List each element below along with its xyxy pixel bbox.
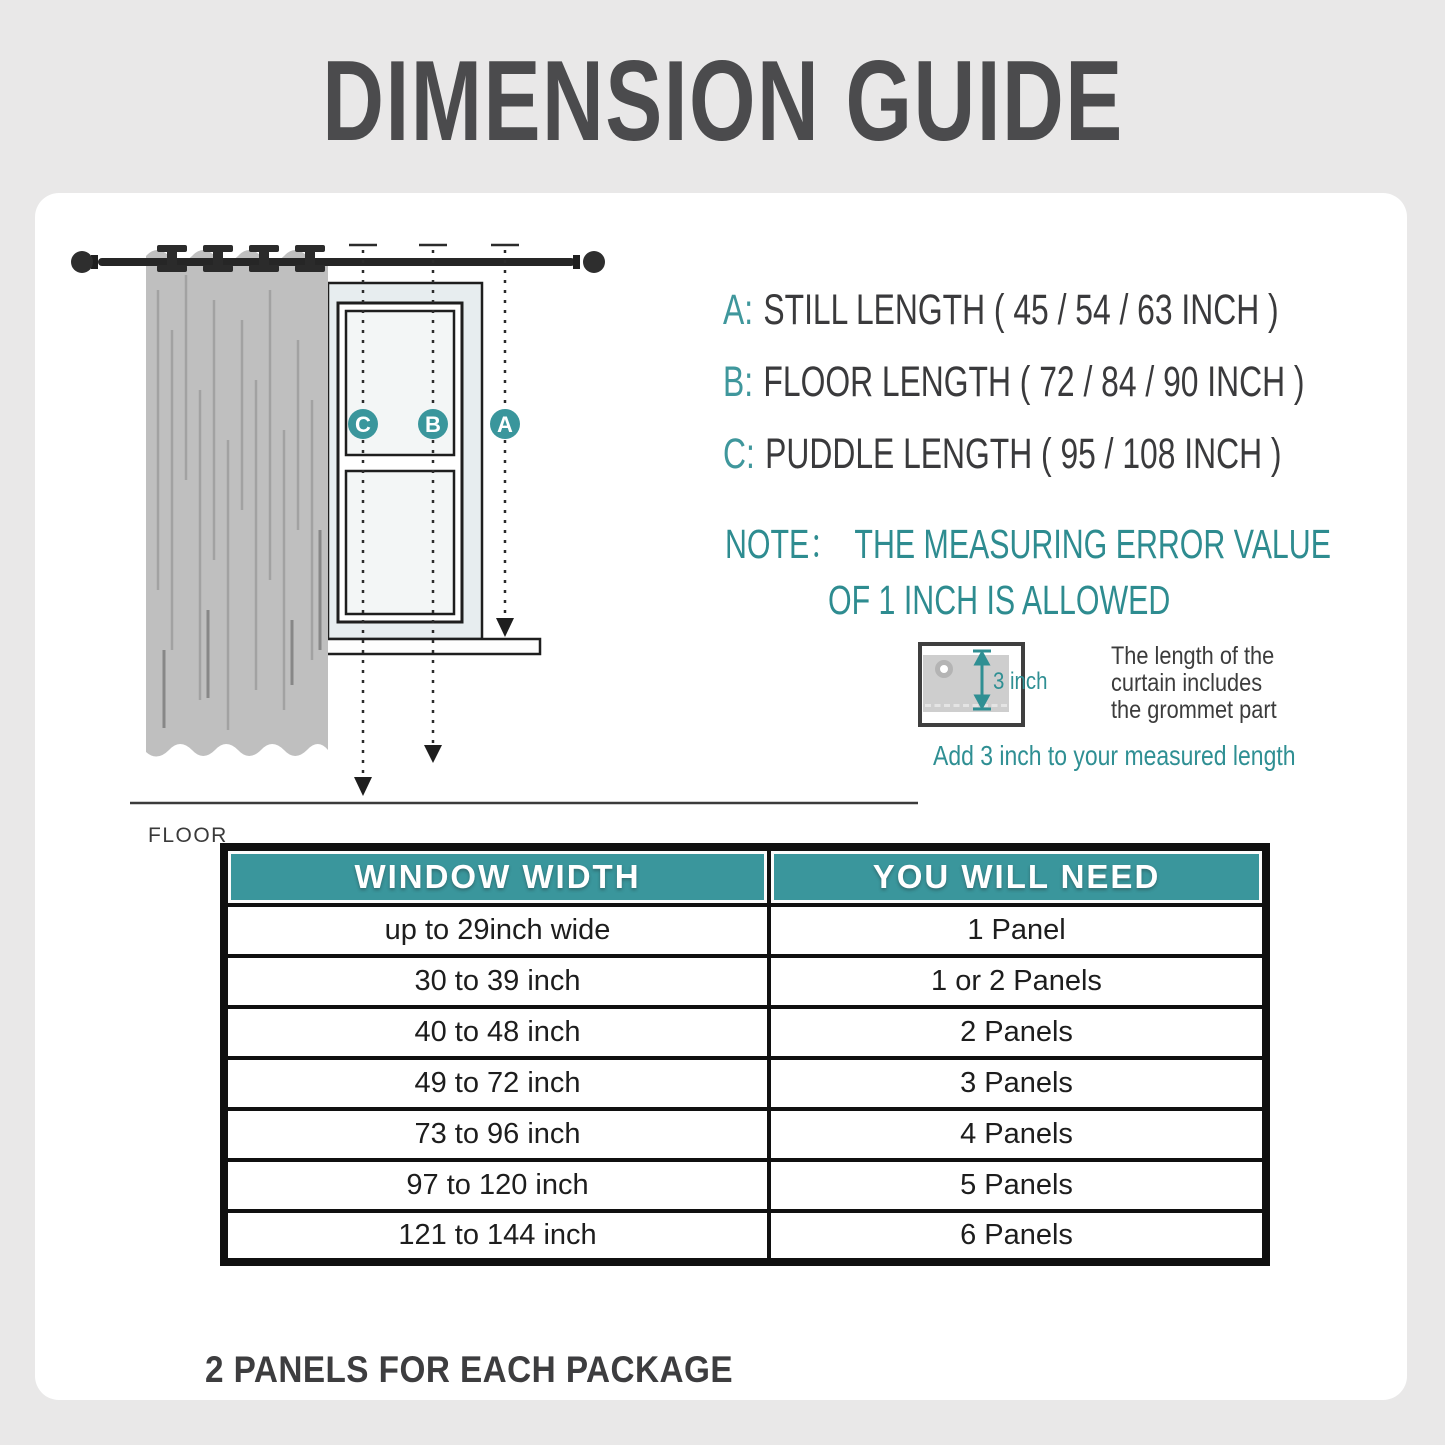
window-width-cell: 121 to 144 inch bbox=[224, 1211, 769, 1262]
table-row bbox=[224, 1058, 1266, 1109]
floor-label: FLOOR bbox=[148, 824, 228, 847]
window-illustration bbox=[325, 283, 540, 654]
window-width-cell: up to 29inch wide bbox=[224, 905, 769, 956]
spec-c-text: PUDDLE LENGTH ( 95 / 108 INCH ) bbox=[765, 430, 1282, 478]
curtain-illustration bbox=[146, 250, 328, 757]
panels-needed-cell: 5 Panels bbox=[769, 1160, 1266, 1211]
table-row bbox=[224, 1007, 1266, 1058]
note-line1 bbox=[725, 523, 1331, 566]
marker-c-label: C bbox=[355, 412, 371, 437]
spec-puddle-length bbox=[723, 430, 1305, 505]
window-width-cell: 40 to 48 inch bbox=[224, 1007, 769, 1058]
grommet-description bbox=[1111, 643, 1277, 724]
panels-needed-cell: 3 Panels bbox=[769, 1058, 1266, 1109]
content-panel bbox=[35, 193, 1407, 1400]
spec-c-letter: C: bbox=[723, 430, 755, 478]
window-width-cell: 49 to 72 inch bbox=[224, 1058, 769, 1109]
panels-needed-cell: 4 Panels bbox=[769, 1109, 1266, 1160]
note-text1: THE MEASURING ERROR VALUE bbox=[854, 521, 1331, 567]
package-note: 2 PANELS FOR EACH PACKAGE bbox=[205, 1349, 734, 1390]
table-row bbox=[224, 1109, 1266, 1160]
marker-b-label: B bbox=[425, 412, 441, 437]
grommet-desc-line3: the grommet part bbox=[1111, 696, 1277, 724]
window-width-cell: 73 to 96 inch bbox=[224, 1109, 769, 1160]
window-width-cell: 30 to 39 inch bbox=[224, 956, 769, 1007]
table-row bbox=[224, 1160, 1266, 1211]
marker-a-label: A bbox=[497, 412, 513, 437]
spec-a-letter: A: bbox=[723, 286, 754, 334]
table-header-row bbox=[224, 847, 1266, 905]
table-row bbox=[224, 905, 1266, 956]
spec-a-text: STILL LENGTH ( 45 / 54 / 63 INCH ) bbox=[763, 286, 1279, 334]
spec-still-length bbox=[723, 286, 1305, 361]
table-row bbox=[224, 1211, 1266, 1262]
col-header-you-will-need: YOU WILL NEED bbox=[769, 847, 1266, 905]
panel-size-table bbox=[220, 843, 1270, 1266]
grommet-figure bbox=[918, 642, 1048, 727]
measuring-note bbox=[725, 523, 1445, 622]
grommet-desc-line1: The length of the bbox=[1111, 642, 1275, 670]
note-line2: OF 1 INCH IS ALLOWED bbox=[828, 577, 1171, 623]
three-inch-label: 3 inch bbox=[993, 668, 1048, 695]
panels-needed-cell: 6 Panels bbox=[769, 1211, 1266, 1262]
panels-needed-cell: 1 or 2 Panels bbox=[769, 956, 1266, 1007]
page-title: DIMENSION GUIDE bbox=[321, 38, 1124, 165]
three-inch-arrow-icon bbox=[970, 647, 994, 719]
window-width-cell: 97 to 120 inch bbox=[224, 1160, 769, 1211]
grommet-desc-line2: curtain includes bbox=[1111, 669, 1263, 697]
length-specs bbox=[723, 286, 1445, 505]
panels-needed-cell: 2 Panels bbox=[769, 1007, 1266, 1058]
grommet-ring-icon bbox=[935, 660, 953, 678]
col-header-window-width: WINDOW WIDTH bbox=[224, 847, 769, 905]
spec-b-letter: B: bbox=[723, 358, 754, 406]
add-three-inch-tip: Add 3 inch to your measured length bbox=[933, 740, 1296, 771]
note-label: NOTE： bbox=[725, 521, 840, 567]
spec-floor-length bbox=[723, 358, 1305, 433]
spec-b-text: FLOOR LENGTH ( 72 / 84 / 90 INCH ) bbox=[763, 358, 1305, 406]
panels-needed-cell: 1 Panel bbox=[769, 905, 1266, 956]
table-row bbox=[224, 956, 1266, 1007]
